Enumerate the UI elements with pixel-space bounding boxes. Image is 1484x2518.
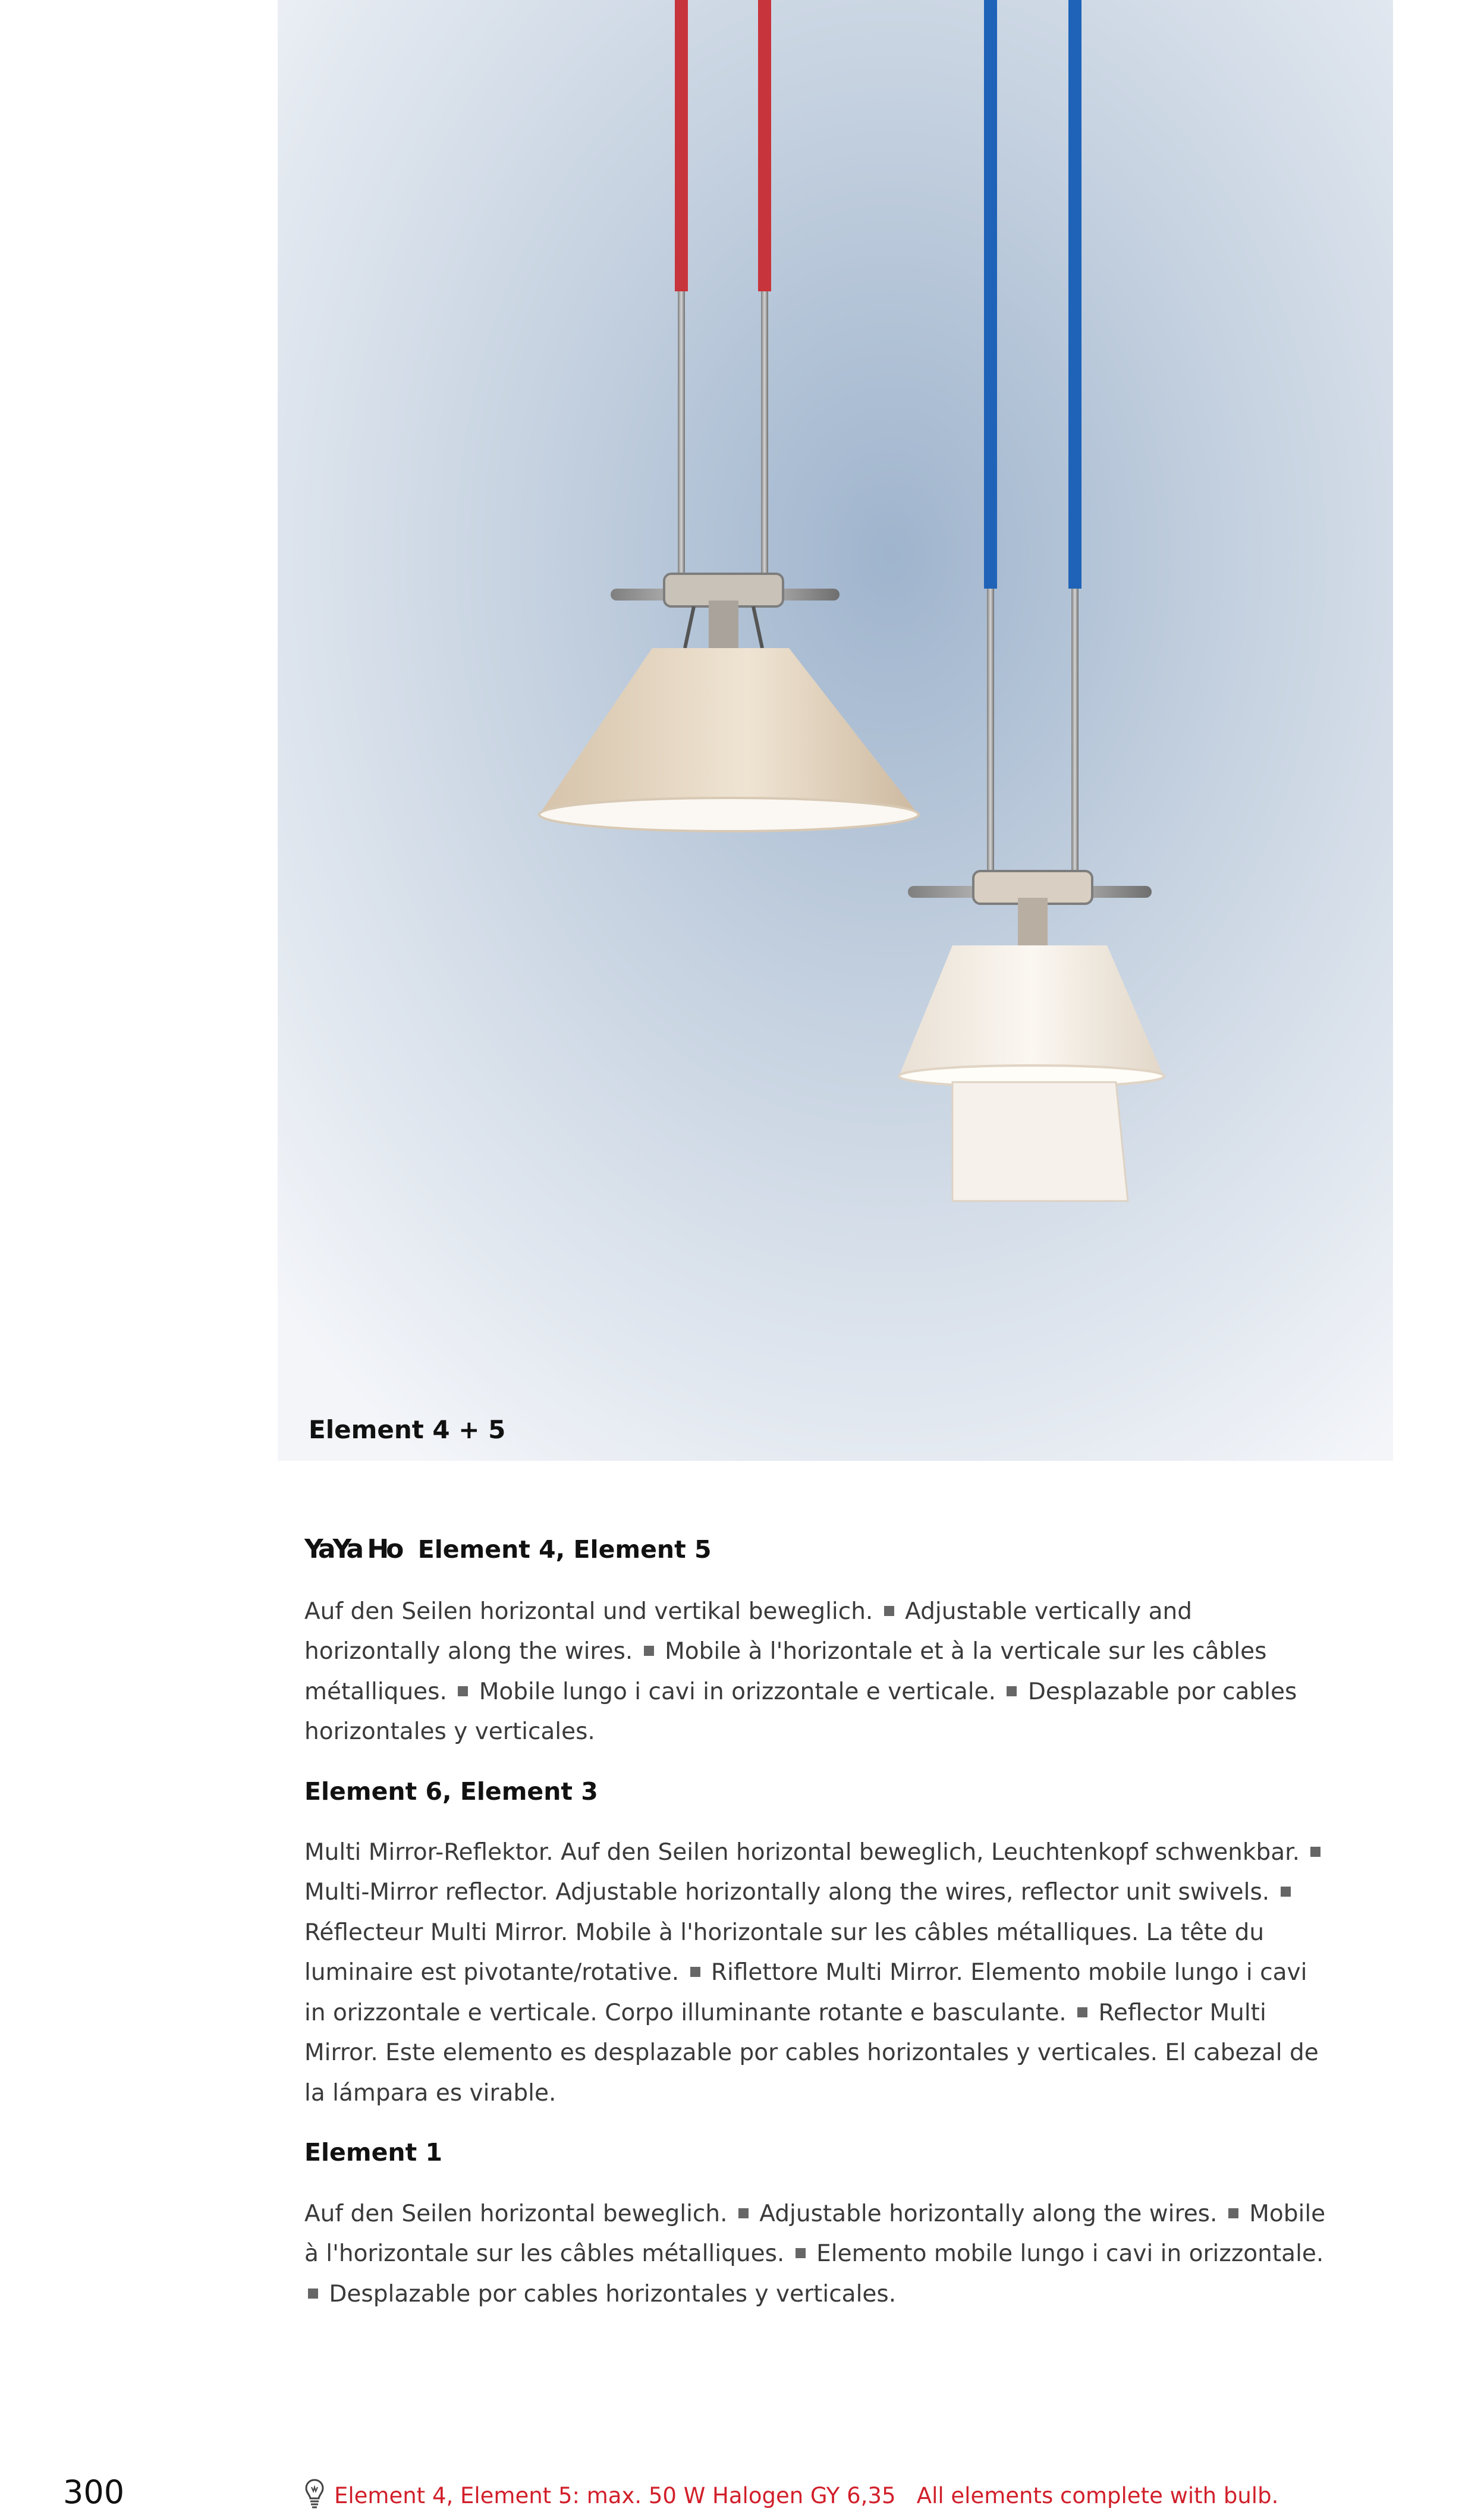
text-fr: Mobile à l'horizontale et à la verticale sur les câbles métalliques. <box>304 1638 1267 1705</box>
section-heading-element-4-5 <box>304 1534 1327 1566</box>
bullet-square-icon <box>884 1606 894 1616</box>
section-heading-element-6-3: Element 6, Element 3 <box>304 1777 598 1806</box>
bullet-square-icon <box>458 1686 468 1696</box>
section-text-element-6-3 <box>304 1832 1327 2114</box>
text-de: Auf den Seilen horizontal und vertikal beweglich. <box>304 1598 873 1625</box>
text-it: Mobile lungo i cavi in orizzontale e verticale. <box>479 1678 996 1705</box>
text-fr: Réflecteur Multi Mirror. Mobile à l'horizontale sur les câbles métalliques. La tête du luminaire est pivotante/rotative. <box>304 1919 1265 1986</box>
text-en: Multi-Mirror reflector. Adjustable horizontally along the wires, reflector unit swivels. <box>304 1879 1270 1906</box>
text-de: Auf den Seilen horizontal beweglich. <box>304 2200 728 2227</box>
product-photo <box>278 0 1393 1461</box>
red-cable-right <box>758 0 771 291</box>
pendant-lamps-image <box>278 0 1393 1461</box>
bullet-square-icon <box>1007 1686 1017 1696</box>
text-es: Desplazable por cables horizontales y verticales. <box>304 1678 1297 1746</box>
text-en: Adjustable horizontally along the wires. <box>759 2200 1218 2227</box>
red-cable-left <box>675 0 688 291</box>
text-de: Multi Mirror-Reflektor. Auf den Seilen horizontal beweglich, Leuchtenkopf schwenkbar. <box>304 1838 1300 1866</box>
bullet-square-icon <box>1077 2007 1087 2017</box>
blue-cable-left <box>984 0 997 589</box>
bullet-square-icon <box>644 1646 654 1656</box>
blue-cable-right <box>1068 0 1081 589</box>
description <box>304 1534 1327 2339</box>
text-fr: Mobile à l'horizontale sur les câbles métalliques. <box>304 2200 1326 2268</box>
yaya-ho-logo: YaYa Ho <box>304 1534 401 1564</box>
section-title: Element 4, Element 5 <box>417 1535 712 1564</box>
text-en: Adjustable vertically and horizontally along the wires. <box>304 1598 1193 1665</box>
bullet-square-icon <box>1310 1847 1320 1857</box>
bullet-square-icon <box>738 2208 749 2218</box>
section-heading-element-1: Element 1 <box>304 2138 442 2167</box>
bullet-square-icon <box>1281 1887 1291 1897</box>
text-es: Reflector Multi Mirror. Este elemento es desplazable por cables horizontales y verticales. El cabezal de la lámpara es virable. <box>304 1999 1319 2107</box>
footnote-text: Element 4, Element 5: max. 50 W Halogen GY 6,35 All elements complete with bulb. <box>334 2483 1279 2508</box>
section-text-element-1 <box>304 2194 1327 2315</box>
bullet-square-icon <box>690 1967 700 1977</box>
lamp-diffuser-right <box>952 1082 1128 1201</box>
section-text-element-4-5 <box>304 1592 1327 1752</box>
text-it: Riflettore Multi Mirror. Elemento mobile lungo i cavi in orizzontale e verticale. Corpo illuminante rotante e basculante. <box>304 1959 1307 2026</box>
bullet-square-icon <box>796 2248 806 2258</box>
bullet-square-icon <box>308 2288 318 2299</box>
page-number: 300 <box>63 2473 125 2511</box>
text-it: Elemento mobile lungo i cavi in orizzontale. <box>816 2240 1324 2268</box>
text-es: Desplazable por cables horizontales y verticales. <box>329 2280 897 2308</box>
bullet-square-icon <box>1228 2208 1238 2218</box>
photo-caption: Element 4 + 5 <box>309 1415 506 1444</box>
bulb-icon <box>304 2478 325 2514</box>
footnote <box>304 2478 1278 2514</box>
